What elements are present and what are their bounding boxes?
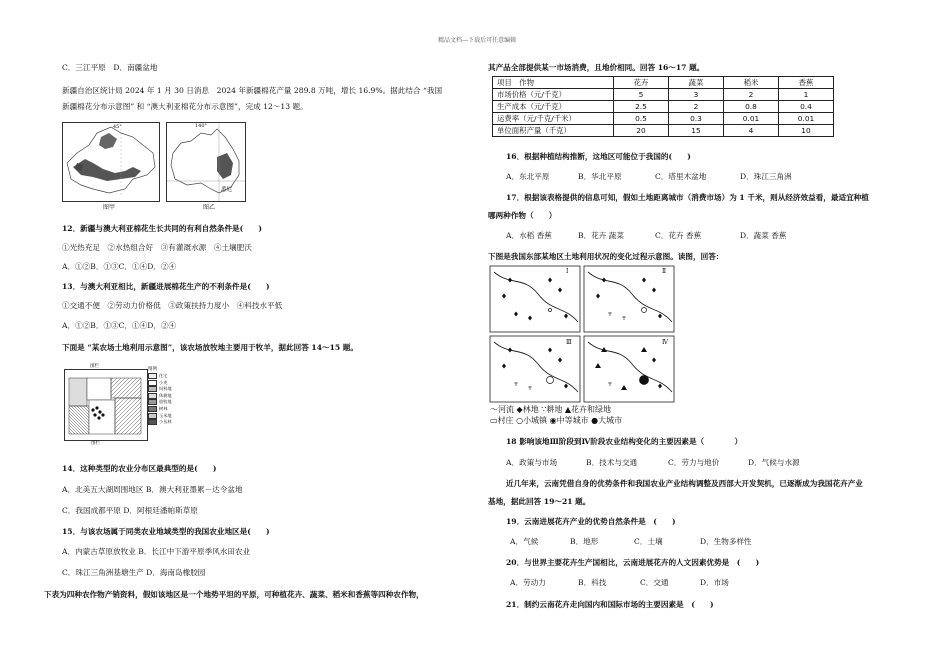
table-cell: 5: [614, 89, 669, 101]
intro-18: 下图是我国东部某地区土地利用状况的变化过程示意图。读图，回答：: [488, 252, 724, 261]
question-15-ab: A．内蒙古草原放牧业 B．长江中下游平原季风水田农业: [62, 547, 251, 556]
question-14-cd: C．我国成都平原 D．阿根廷潘帕斯草原: [62, 506, 198, 515]
table-cell: 2: [724, 89, 779, 101]
town-legend-icon: ○: [516, 416, 524, 425]
table-cell: 1: [779, 89, 834, 101]
table-cell: 4: [724, 125, 779, 137]
question-17-line1: 17．根据该表格提供的信息可知，假如土地距离城市（消费市场）为 1 千米，则从经济效益看，最适宜种植: [506, 193, 869, 202]
legend-label: 林地: [522, 405, 539, 414]
legend-label: 小城镇: [523, 416, 548, 425]
panel-label-3: Ⅲ: [566, 339, 572, 346]
farm-legend-item: [148, 373, 178, 380]
question-20-option-c: C．交通: [640, 578, 669, 587]
table-header-cell: 花卉: [614, 77, 669, 89]
farm-legend: [148, 373, 178, 426]
legend-swatch: [148, 393, 157, 399]
table-header-row: [493, 77, 834, 89]
question-19-option-b: B．地形: [570, 537, 599, 546]
farm-legend-item: [148, 419, 178, 426]
intro-16-line1: 下表为四种农作物产销资料，假如该地区是一个地势平坦的平原，可种植花卉、蔬菜、稻米和香蕉等四种农作物，: [44, 590, 424, 599]
table-row: [493, 113, 834, 125]
legend-label: 小丛林: [159, 419, 172, 425]
table-header-cell: 蔬菜: [669, 77, 724, 89]
intro-16-line2: 其产品全部提供某一市场消费，且地价相同。回答 16～17 题。: [488, 63, 705, 72]
crop-table-wrap: [492, 76, 834, 137]
question-18: 18 影响该地Ⅲ阶段到Ⅳ阶段农业结构变化的主要因素是（ ）: [506, 437, 743, 446]
farm-legend-item: [148, 399, 178, 406]
table-row: [493, 89, 834, 101]
table-cell: 0.01: [724, 113, 779, 125]
settlement-marker: [640, 376, 649, 385]
question-13-choices: A．①②B．①③C．①④D．②④: [62, 321, 177, 330]
legend-swatch: [148, 413, 157, 419]
question-17-option-d: D．蔬菜 香蕉: [740, 231, 787, 240]
large-city-legend-icon: ●: [591, 416, 599, 425]
question-19-option-a: A．气候: [510, 537, 539, 546]
question-16-option-c: C．塔里木盆地: [655, 172, 707, 181]
question-19-option-c: C．土壤: [634, 537, 663, 546]
panel-label-2: Ⅱ: [662, 268, 667, 275]
question-14-ab: A．北美五大湖周围地区 B．澳大利亚墨累－达令盆地: [62, 485, 243, 494]
legend-label: 中等城市: [556, 416, 589, 425]
village-legend-icon: ▭: [490, 416, 498, 425]
table-cell: 20: [614, 125, 669, 137]
question-15-cd: C．珠江三角洲基塘生产 D．海南岛橡胶园: [62, 568, 206, 577]
intro-12-line2: 新疆棉花分布示意图” 和 “澳大利亚棉花分布示意图”，完成 12～13 题。: [62, 102, 308, 111]
intro-19-line2: 基地，据此回答 19～21 题。: [488, 497, 591, 506]
legend-label: 村庄: [497, 416, 514, 425]
farm-legend-item: [148, 406, 178, 413]
question-20-option-b: B．科技: [578, 578, 607, 587]
map-b-caption: 图乙: [203, 204, 216, 211]
land-use-panel: [584, 266, 674, 332]
land-use-legend-row2: [490, 415, 622, 426]
panel-label-1: Ⅰ: [566, 268, 569, 275]
intro-14-15: 下面是 “某农场土地利用示意图”，该农场放牧地主要用于牧羊，据此回答 14～15 题。: [62, 343, 358, 352]
question-17-option-a: A．水稻 香蕉: [506, 231, 552, 240]
question-13-statements: ①交通不便 ②劳动力价格低 ③政策扶持力度小 ④科技水平低: [62, 301, 283, 310]
legend-swatch: [148, 380, 157, 386]
question-12: 12．新疆与澳大利亚棉花生长共同的有利自然条件是( ): [62, 224, 263, 233]
question-16-option-b: B．华北平原: [578, 172, 622, 181]
legend-label: 饲料地: [159, 386, 172, 392]
intro-12-line1: 新疆自治区统计局 2024 年 1 月 30 日消息 2024 年新疆棉花产量 289.8 万吨，增长 16.9%。据此结合 “我国: [62, 86, 443, 95]
legend-swatch: [148, 386, 157, 392]
legend-swatch: [148, 419, 157, 425]
table-cell: 市场价格（元/千克）: [493, 89, 614, 101]
legend-label: 放牧地: [159, 399, 172, 405]
question-19-option-d: D．生物多样性: [700, 537, 752, 546]
table-cell: 0.5: [614, 113, 669, 125]
table-cell: 0.3: [669, 113, 724, 125]
land-use-legend-row1: [490, 404, 611, 415]
question-19: 19．云南进展花卉产业的优势自然条件是 ( ): [506, 517, 676, 526]
question-17-option-b: B．花卉 蔬菜: [578, 231, 624, 240]
map-b-longitude: 140°: [195, 123, 208, 129]
land-use-panel: [584, 336, 674, 402]
table-cell: 生产成本（元/千克）: [493, 101, 614, 113]
legend-label: 住宅: [159, 373, 168, 378]
question-20: 20．与世界主要花卉生产国相比，云南进展花卉的人文因素优势是 ( ): [506, 558, 760, 567]
question-14: 14．这种类型的农业分布区最典型的是( ): [62, 464, 217, 473]
table-header-cell: 香蕉: [779, 77, 834, 89]
legend-swatch: [148, 373, 157, 379]
table-cell: 2: [669, 101, 724, 113]
table-cell: 10: [779, 125, 834, 137]
table-cell: 单位面积产量（千克）: [493, 125, 614, 137]
map-a-caption: 图甲: [103, 204, 116, 211]
table-cell: 15: [669, 125, 724, 137]
legend-swatch: [148, 406, 157, 412]
land-use-diagram: [488, 264, 678, 404]
page-header: 精品文档---下载后可任意编辑: [438, 37, 517, 44]
q11-options-cd: C．三江平原 D．南疆盆地: [62, 63, 158, 72]
question-21: 21．制约云南花卉走向国内和国际市场的主要因素是 ( ): [506, 600, 714, 609]
table-header-cell: 项目 作物: [493, 77, 614, 89]
legend-label: 耕地: [546, 405, 563, 414]
farm-land-use-map: [64, 369, 148, 441]
crop-table: [492, 76, 834, 137]
map-xinjiang-cotton: [62, 122, 160, 202]
legend-label: 河流: [498, 405, 514, 414]
settlement-marker: [547, 377, 554, 384]
question-12-choices: A．①②B．①③C．①④D．②④: [62, 262, 177, 271]
forest-legend-icon: ◆: [516, 405, 523, 414]
legend-label: 休耕地: [159, 392, 172, 398]
question-18-option-a: A．政策与市场: [506, 458, 558, 467]
table-cell: 0.4: [779, 101, 834, 113]
farm-legend-title: 图例: [148, 367, 157, 372]
farmland-legend-icon: ∵: [541, 405, 547, 414]
table-header-cell: 稻米: [724, 77, 779, 89]
river-legend-icon: ～: [490, 405, 498, 414]
legend-label: 树林: [159, 405, 168, 411]
question-15: 15．与该农场属于同类农业地域类型的我国农业地区是( ): [62, 527, 270, 536]
flower-legend-icon: ▲: [564, 405, 572, 414]
question-17-option-c: C．花卉 香蕉: [655, 231, 702, 240]
question-17-line2: 哪两种作物（ ）: [488, 211, 557, 220]
farm-map-bottom-label: 围栏: [91, 441, 100, 446]
map-a-latitude: 45°: [113, 124, 122, 130]
legend-label: 小麦: [159, 379, 168, 385]
medium-city-legend-icon: ◉: [549, 416, 557, 425]
question-16-option-d: D．珠江三角洲: [740, 172, 792, 181]
question-20-option-d: D．市场: [700, 578, 729, 587]
table-cell: 0.01: [779, 113, 834, 125]
map-australia-cotton: [166, 122, 246, 202]
settlement-marker: [642, 308, 647, 313]
question-16: 16．根据种植结构推断，这地区可能位于我国的( ): [506, 152, 691, 161]
question-18-option-d: D．气候与水源: [748, 458, 800, 467]
table-cell: 0.8: [724, 101, 779, 113]
legend-swatch: [148, 399, 157, 405]
legend-label: 大城市: [598, 416, 623, 425]
panel-label-4: Ⅳ: [662, 339, 668, 346]
intro-19-line1: 近几年来，云南凭借自身的优势条件和我国农业产业结构调整及西部大开发契机，已逐渐成为我国花卉产业: [506, 479, 863, 488]
land-use-panel: [490, 266, 580, 332]
legend-label: 玉米地: [159, 412, 172, 418]
settlement-marker: [549, 309, 552, 312]
question-13: 13．与澳大利亚相比，新疆进展棉花生产的不利条件是( ): [62, 282, 270, 291]
table-row: [493, 101, 834, 113]
table-cell: 运费率（元/千克/千米）: [493, 113, 614, 125]
question-20-option-a: A．劳动力: [510, 578, 546, 587]
question-12-statements: ①光热充足 ②水热组合好 ③有灌溉水源 ④土壤肥沃: [62, 243, 252, 252]
legend-label: 花卉和绿地: [571, 405, 612, 414]
farm-legend-item: [148, 386, 178, 393]
table-cell: 3: [669, 89, 724, 101]
table-cell: 2.5: [614, 101, 669, 113]
question-18-option-b: B．技术与交通: [586, 458, 638, 467]
question-16-option-a: A．东北平原: [506, 172, 550, 181]
table-row: [493, 125, 834, 137]
farm-map-top-label: 围栏: [90, 364, 99, 369]
question-18-option-c: C．劳力与地价: [668, 458, 720, 467]
map-b-sydney-label: 悉尼: [221, 187, 233, 193]
